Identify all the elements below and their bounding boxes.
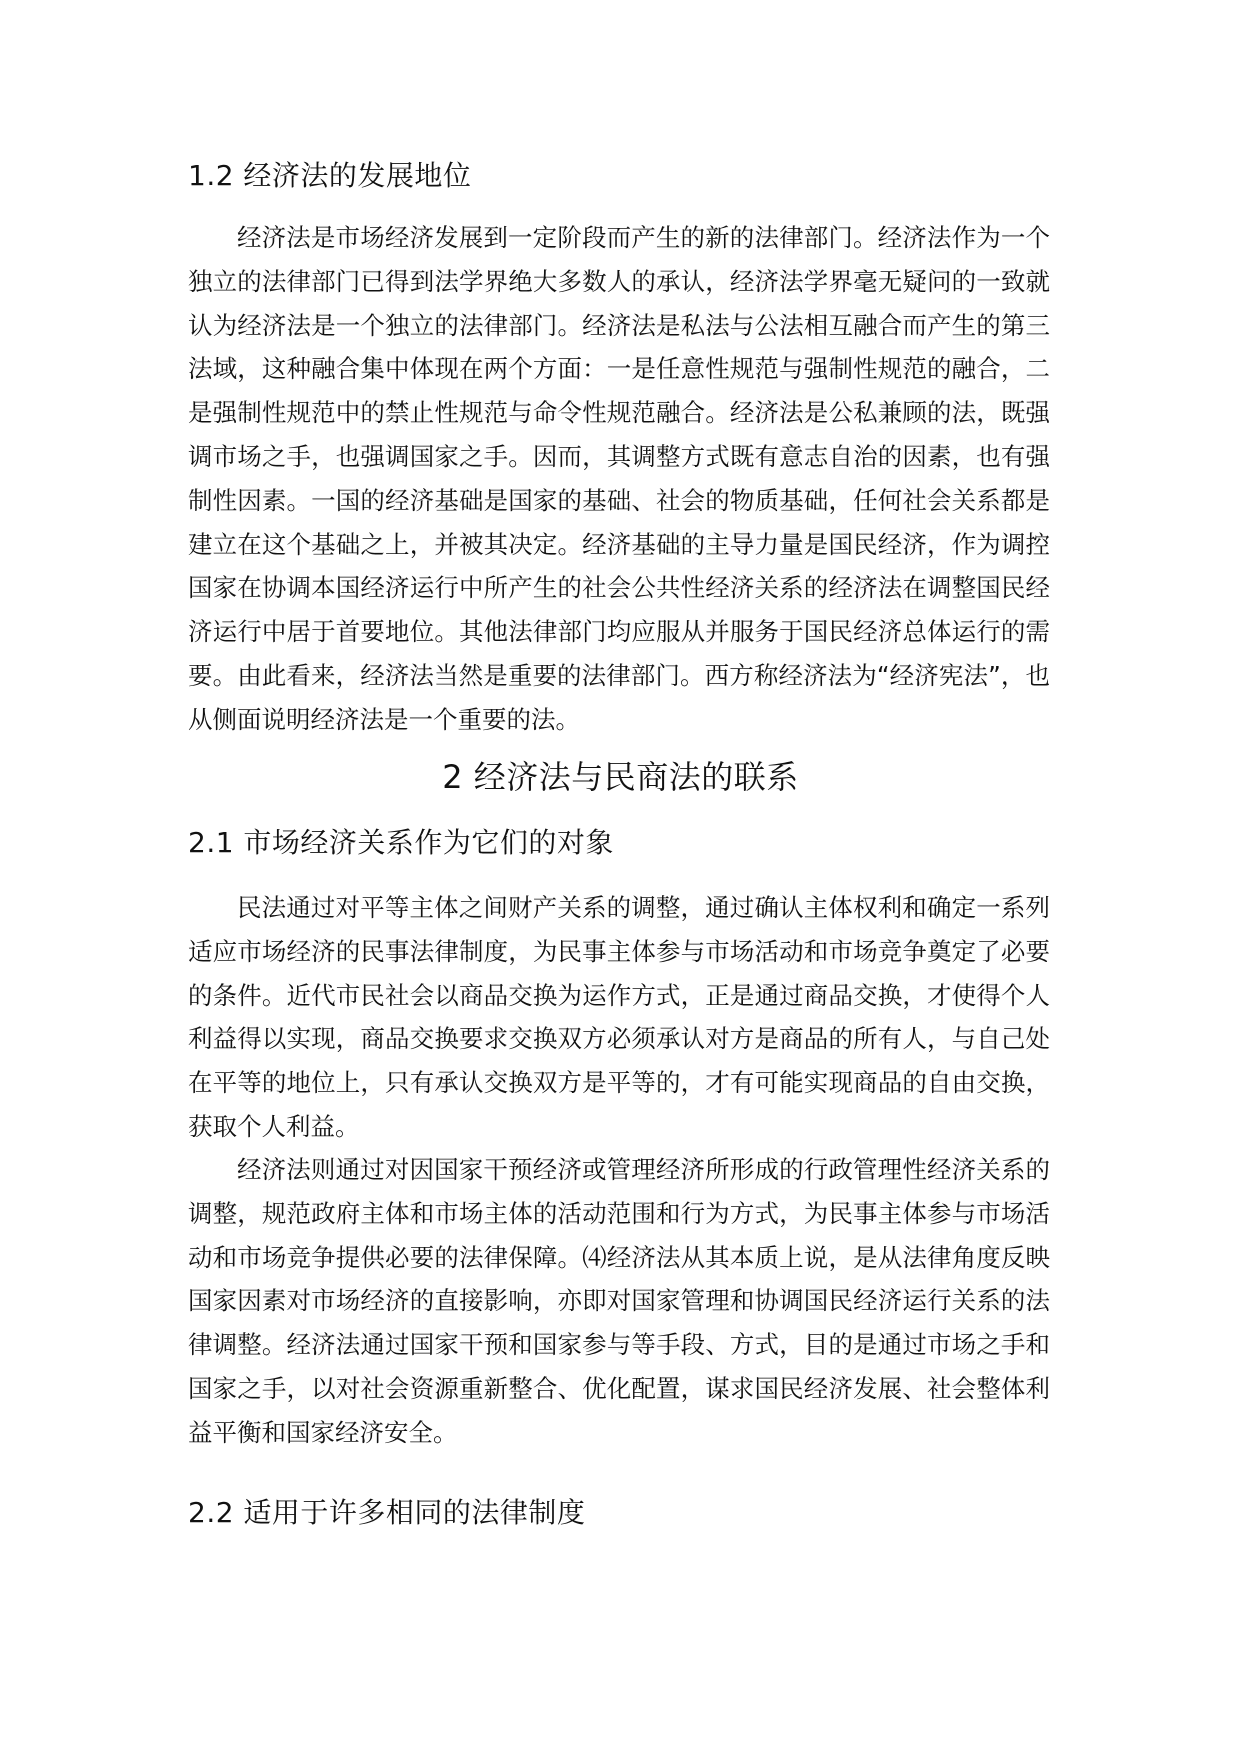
section-heading-1-2: 1.2 经济法的发展地位 xyxy=(188,159,472,192)
section-heading-2-2: 2.2 适用于许多相同的法律制度 xyxy=(188,1496,586,1529)
section-heading-2-1: 2.1 市场经济关系作为它们的对象 xyxy=(188,826,614,859)
paragraph-civil-law: 民法通过对平等主体之间财产关系的调整，通过确认主体权利和确定一系列适应市场经济的民事法律制度，为民事主体参与市场活动和市场竞争奠定了必要的条件。近代市民社会以商品交换为运作方式，正是通过商品交换，才使得个人利益得以实现，商品交换要求交换双方必须承认对方是商品的所有人，与自己处在平等的地位上，只有承认交换双方是平等的，才有可能实现商品的自由交换，获取个人利益。 xyxy=(188,893,1050,1141)
paragraph-economic-law-regulation: 经济法则通过对因国家干预经济或管理经济所形成的行政管理性经济关系的调整，规范政府主体和市场主体的活动范围和行为方式，为民事主体参与市场活动和市场竞争提供必要的法律保障。⑷经济法从其本质上说，是从法律角度反映国家因素对市场经济的直接影响，亦即对国家管理和协调国民经济运行关系的法律调整。经济法通过国家干预和国家参与等手段、方式，目的是通过市场之手和国家之手，以对社会资源重新整合、优化配置，谋求国民经济发展、社会整体利益平衡和国家经济安全。 xyxy=(188,1155,1050,1447)
paragraph-economic-law-status: 经济法是市场经济发展到一定阶段而产生的新的法律部门。经济法作为一个独立的法律部门已得到法学界绝大多数人的承认，经济法学界毫无疑问的一致就认为经济法是一个独立的法律部门。经济法是私法与公法相互融合而产生的第三法域，这种融合集中体现在两个方面：一是任意性规范与强制性规范的融合，二是强制性规范中的禁止性规范与命令性规范融合。经济法是公私兼顾的法，既强调市场之手，也强调国家之手。因而，其调整方式既有意志自治的因素，也有强制性因素。一国的经济基础是国家的基础、社会的物质基础，任何社会关系都是建立在这个基础之上，并被其决定。经济基础的主导力量是国民经济，作为调控国家在协调本国经济运行中所产生的社会公共性经济关系的经济法在调整国民经济运行中居于首要地位。其他法律部门均应服从并服务于国民经济总体运行的需要。由此看来，经济法当然是重要的法律部门。西方称经济法为“经济宪法”，也从侧面说明经济法是一个重要的法。 xyxy=(188,223,1050,734)
chapter-heading-2: 2 经济法与民商法的联系 xyxy=(442,758,799,796)
